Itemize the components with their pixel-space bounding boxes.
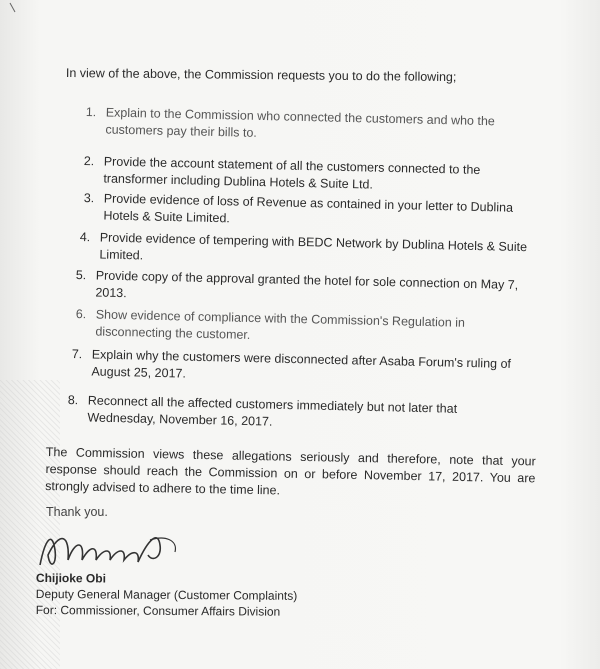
item-number: 5. [75,267,87,283]
item-text: Reconnect all the affected customers immediately but not later that Wednesday, November 16, 2017. [87,393,458,429]
item-text: Provide evidence of tempering with BEDC Network by Dublina Hotels & Suite Limited. [99,230,528,263]
item-text: Explain to the Commission who connected the customers and who the customers pay their bills to. [105,105,495,140]
signatory-for-line: For: Commissioner, Consumer Affairs Division [35,602,281,619]
item-number: 4. [79,229,91,245]
item-number: 8. [67,392,79,408]
signature-block [36,570,298,620]
item-number: 1. [85,104,97,120]
item-number: 2. [83,153,95,169]
item-text: Provide evidence of loss of Revenue as contained in your letter to Dublina Hotels & Suite Limited. [103,191,514,226]
item-text: Show evidence of compliance with the Commission's Regulation in disconnecting the customer. [95,307,466,342]
item-text: Provide copy of the approval granted the hotel for sole connection on May 7, 2013. [95,268,519,301]
item-text: Explain why the customers were disconnected after Asaba Forum's ruling of August 25, 2017. [91,347,512,381]
intro-sentence: In view of the above, the Commission requests you to do the following; [65,66,457,85]
signatory-name: Chijioke Obi [35,571,107,586]
signatory-title: Deputy General Manager (Customer Complaints) [35,586,298,603]
thank-you-line: Thank you. [46,505,108,519]
item-number: 3. [83,190,95,206]
corner-mark [8,2,18,14]
closing-paragraph: The Commission views these allegations seriously and therefore, note that your response should reach the Commission on or before November 17, 2017. You are strongly advised to adhere to the time line. [45,444,536,498]
item-text: Provide the account statement of all the customers connected to the transformer including Dublina Hotels & Suite Ltd. [103,154,481,192]
item-number: 7. [71,346,83,362]
item-number: 6. [75,306,87,322]
